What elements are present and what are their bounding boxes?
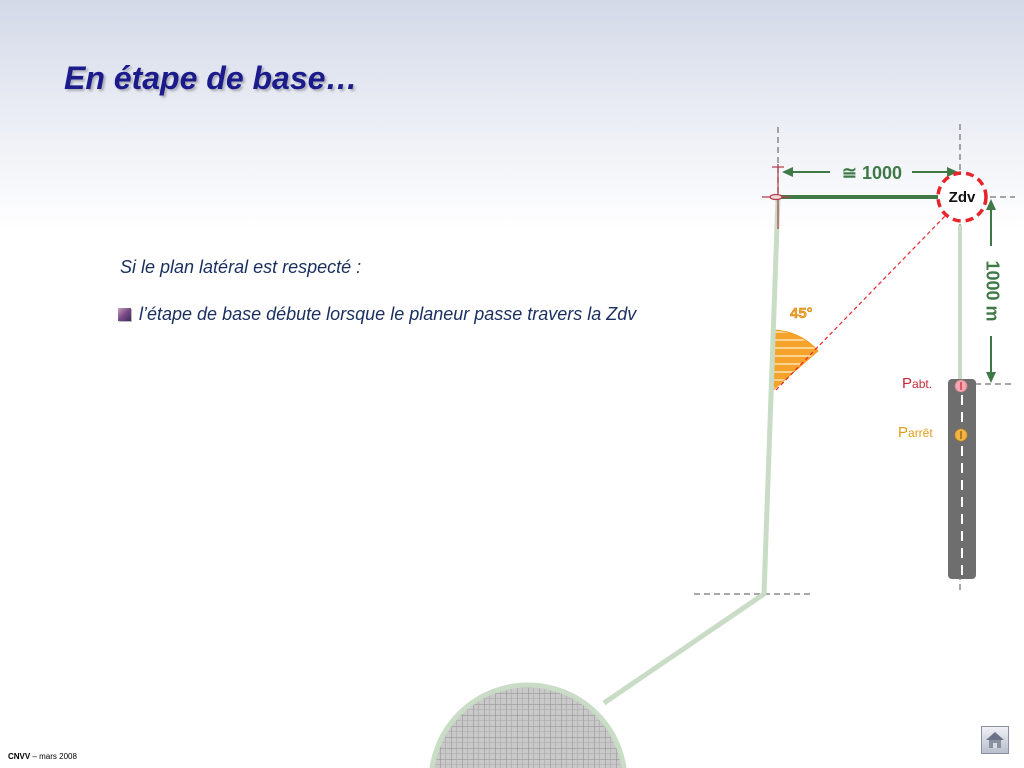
p-abt-label: Pabt. xyxy=(902,375,933,392)
sight-line xyxy=(776,213,948,390)
slide-title: En étape de base… xyxy=(64,60,358,96)
distance-label: ≅ 1000 xyxy=(841,163,903,183)
home-icon xyxy=(982,727,1008,753)
angle-label: 45° xyxy=(790,305,813,322)
flight-track xyxy=(604,197,778,703)
angle-sector xyxy=(772,330,818,391)
vertical-distance-label: 1000 m xyxy=(982,260,1003,322)
zdv-label: Zdv xyxy=(948,189,976,206)
bullet-text: l’étape de base débute lorsque le planeur passe travers la Zdv xyxy=(139,304,637,324)
p-abt-marker-icon xyxy=(955,380,967,392)
home-button[interactable] xyxy=(981,726,1009,754)
intro-text: Si le plan latéral est respecté : xyxy=(120,257,362,277)
p-arret-marker-icon xyxy=(955,429,967,441)
footer-credit xyxy=(8,752,77,761)
footer-date: – mars 2008 xyxy=(30,752,77,761)
p-arret-label: Parrêt xyxy=(898,424,933,441)
footer-org: CNVV xyxy=(8,752,31,761)
airfield-zone xyxy=(431,685,625,768)
